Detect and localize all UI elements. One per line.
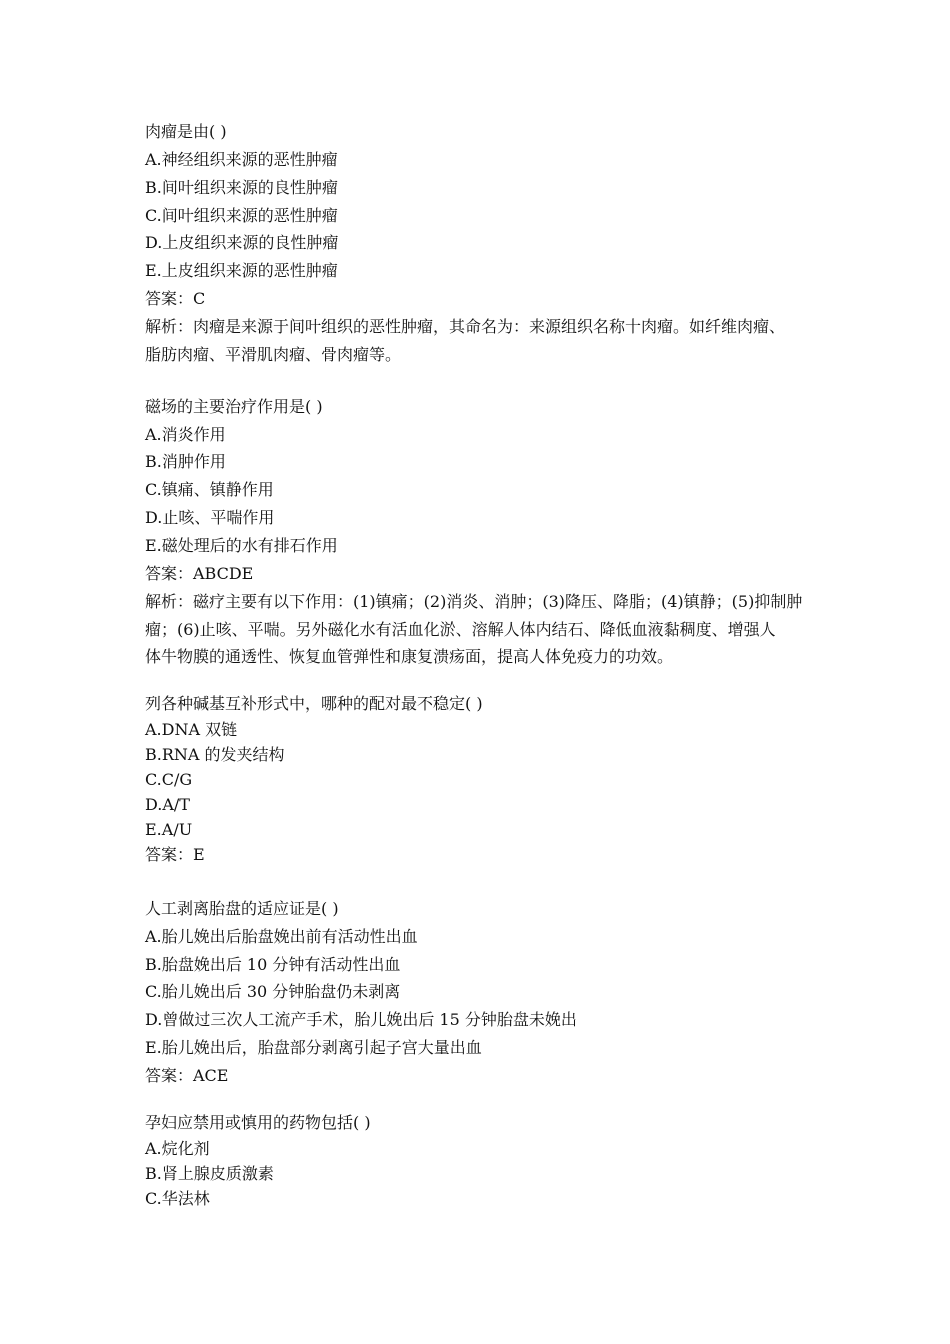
option-d: D.止咳、平喘作用 [145, 508, 275, 527]
answer: 答案：E [145, 845, 205, 864]
option-c: C.镇痛、镇静作用 [145, 480, 274, 499]
option-d: D.上皮组织来源的良性肿瘤 [145, 233, 339, 252]
option-c: C.华法林 [145, 1189, 210, 1208]
answer: 答案：C [145, 289, 206, 308]
option-b: B.胎盘娩出后 10 分钟有活动性出血 [145, 955, 401, 974]
question-stem: 列各种碱基互补形式中，哪种的配对最不稳定( ) [145, 694, 483, 713]
option-d: D.曾做过三次人工流产手术，胎儿娩出后 15 分钟胎盘未娩出 [145, 1010, 577, 1029]
option-c: C.间叶组织来源的恶性肿瘤 [145, 206, 338, 225]
question-stem: 肉瘤是由( ) [145, 122, 227, 141]
question-stem: 孕妇应禁用或慎用的药物包括( ) [145, 1113, 371, 1132]
option-c: C.C/G [145, 770, 193, 789]
option-e: E.磁处理后的水有排石作用 [145, 536, 338, 555]
option-b: B.消肿作用 [145, 452, 226, 471]
question-stem: 磁场的主要治疗作用是( ) [145, 397, 323, 416]
option-d: D.A/T [145, 795, 190, 814]
option-e: E.A/U [145, 820, 193, 839]
analysis-line: 体牛物膜的通透性、恢复血管弹性和康复溃疡面，提高人体免疫力的功效。 [145, 647, 674, 666]
option-c: C.胎儿娩出后 30 分钟胎盘仍未剥离 [145, 982, 401, 1001]
option-e: E.胎儿娩出后，胎盘部分剥离引起子宫大量出血 [145, 1038, 482, 1057]
analysis-line: 解析：肉瘤是来源于间叶组织的恶性肿瘤，其命名为：来源组织名称十肉瘤。如纤维肉瘤、 [145, 317, 786, 336]
option-b: B.间叶组织来源的良性肿瘤 [145, 178, 338, 197]
option-a: A.胎儿娩出后胎盘娩出前有活动性出血 [145, 927, 418, 946]
analysis-line: 解析：磁疗主要有以下作用：(1)镇痛；(2)消炎、消肿；(3)降压、降脂；(4)镇静；(5)抑制肿 [145, 592, 803, 611]
analysis-line: 瘤；(6)止咳、平喘。另外磁化水有活血化淤、溶解人体内结石、降低血液黏稠度、增强人 [145, 620, 776, 639]
analysis-line: 脂肪肉瘤、平滑肌肉瘤、骨肉瘤等。 [145, 345, 402, 364]
option-a: A.神经组织来源的恶性肿瘤 [145, 150, 338, 169]
option-a: A.消炎作用 [145, 425, 226, 444]
answer: 答案：ACE [145, 1066, 229, 1085]
option-b: B.肾上腺皮质激素 [145, 1164, 274, 1183]
option-b: B.RNA 的发夹结构 [145, 745, 285, 764]
question-stem: 人工剥离胎盘的适应证是( ) [145, 899, 339, 918]
option-a: A.烷化剂 [145, 1139, 210, 1158]
option-a: A.DNA 双链 [145, 720, 238, 739]
answer: 答案：ABCDE [145, 564, 254, 583]
option-e: E.上皮组织来源的恶性肿瘤 [145, 261, 338, 280]
